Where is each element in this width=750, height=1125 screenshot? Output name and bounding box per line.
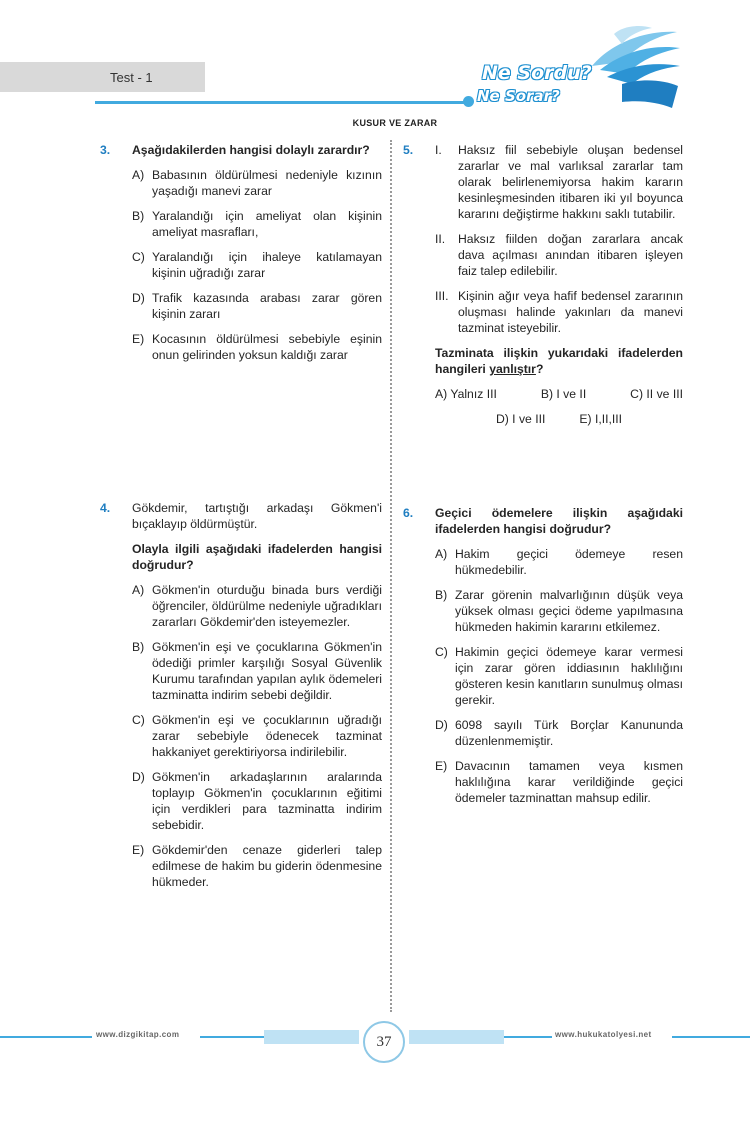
question-stem: Tazminata ilişkin yukarıdaki ifadelerden hangileri yanlıştır?	[435, 346, 683, 376]
answer-row-1	[435, 386, 683, 402]
question-number: 4.	[100, 501, 111, 515]
question-number: 3.	[100, 143, 111, 157]
question-stem: Olayla ilgili aşağıdaki ifadelerden hangisi doğrudur?	[132, 542, 382, 572]
page-number: 37	[363, 1021, 405, 1063]
option-a[interactable]: A) Babasının öldürülmesi nedeniyle kızının yaşadığı manevi zarar	[132, 168, 382, 198]
option-c[interactable]: C) Gökmen'in eşi ve çocuklarının uğradığı zarar sebebiyle ödenecek tazminat hakkaniyet gerektiriyorsa indirilebilir.	[132, 713, 382, 759]
footer-rule-left	[0, 1036, 92, 1038]
option-c[interactable]: C) II ve III	[630, 387, 683, 401]
logo-line-2: Ne Sorar?	[477, 87, 560, 105]
question-intro: Gökdemir, tartıştığı arkadaşı Gökmen'i bıçaklayıp öldürmüştür.	[132, 501, 382, 531]
footer-rule-right	[504, 1036, 552, 1038]
option-b[interactable]: B) Gökmen'in eşi ve çocuklarına Gökmen'in ödediği primler karşılığı Sosyal Güvenlik Kurumu tarafından yapılan aylık ödemeleri tazminatta indirim sebebi değildir.	[132, 640, 382, 702]
option-b[interactable]: B) Zarar görenin malvarlığının düşük veya yüksek olması geçici ödeme yapılmasına hükmeden hakimin kararını etkilemez.	[435, 588, 683, 634]
footer-bar-left	[264, 1030, 359, 1044]
test-label: Test - 1	[0, 62, 205, 92]
option-b[interactable]: B) I ve II	[540, 387, 587, 401]
statement-iii: III. Kişinin ağır veya hafif bedensel zararının oluşması halinde yakınları da manevi tazminat isteyebilir.	[435, 289, 683, 335]
option-c[interactable]: C) Yaralandığı için ihaleye katılamayan kişinin uğradığı zarar	[132, 250, 382, 280]
question-stem: Aşağıdakilerden hangisi dolaylı zarardır?	[132, 143, 370, 157]
option-e[interactable]: E) Davacının tamamen veya kısmen haklılığına karar verildiğinde geçici ödemeler tazminattan mahsup edilir.	[435, 759, 683, 805]
option-c[interactable]: C) Hakimin geçici ödemeye karar vermesi için zarar gören iddiasının haklılığını gösteren kesin kanıtların sunulmuş olması gerekir.	[435, 645, 683, 707]
option-d[interactable]: D) I ve III	[495, 412, 546, 426]
option-d[interactable]: D) Trafik kazasında arabası zarar gören kişinin zararı	[132, 291, 382, 321]
option-e[interactable]: E) Kocasının öldürülmesi sebebiyle eşinin onun gelirinden yoksun kaldığı zarar	[132, 332, 382, 362]
statement-i: I. Haksız fiil sebebiyle oluşan bedensel zararlar ve mal varlıksal zararlar tam olarak belirlenemiyorsa hakim kararın kesinleşmesinden itibaren iki yıl boyunca kararını değiştirme hakkını saklı tutabilir.	[435, 143, 683, 221]
option-a[interactable]: A) Hakim geçici ödemeye resen hükmedebilir.	[435, 547, 683, 577]
option-e[interactable]: E) I,II,III	[579, 412, 623, 426]
column-divider	[390, 140, 392, 1012]
section-title: KUSUR VE ZARAR	[352, 118, 438, 128]
footer-rule-left-2	[200, 1036, 264, 1038]
footer-bar-right	[409, 1030, 504, 1044]
logo-line-1: Ne Sordu?	[482, 62, 592, 84]
answer-row-2	[435, 411, 683, 427]
question-number: 5.	[403, 143, 414, 157]
option-a[interactable]: A) Yalnız III	[435, 387, 497, 401]
option-d[interactable]: D) 6098 sayılı Türk Borçlar Kanununda düzenlenmemiştir.	[435, 718, 683, 748]
header-rule	[95, 101, 467, 104]
footer-left-url[interactable]: www.dizgikitap.com	[96, 1030, 180, 1039]
option-a[interactable]: A) Gökmen'in oturduğu binada burs verdiği öğrenciler, öldürülme nedeniyle uğradıkları zararları Gökdemir'den isteyemezler.	[132, 583, 382, 629]
question-number: 6.	[403, 506, 414, 520]
ne-sordu-logo	[472, 22, 682, 112]
question-stem: Geçici ödemelere ilişkin aşağıdaki ifadelerden hangisi doğrudur?	[435, 506, 683, 536]
footer-rule-right-2	[672, 1036, 750, 1038]
footer-right-url[interactable]: www.hukukatolyesi.net	[555, 1030, 652, 1039]
option-b[interactable]: B) Yaralandığı için ameliyat olan kişinin ameliyat masrafları,	[132, 209, 382, 239]
option-d[interactable]: D) Gökmen'in arkadaşlarının aralarında toplayıp Gökmen'in çocuklarının eğitimi için verdikleri para tazminatta indirim sebebidir.	[132, 770, 382, 832]
statement-ii: II. Haksız fiilden doğan zararlara ancak dava açılması anından itibaren işleyen faiz talep edilebilir.	[435, 232, 683, 278]
option-e[interactable]: E) Gökdemir'den cenaze giderleri talep edilmese de hakim bu giderin ödenmesine hükmeder.	[132, 843, 382, 889]
